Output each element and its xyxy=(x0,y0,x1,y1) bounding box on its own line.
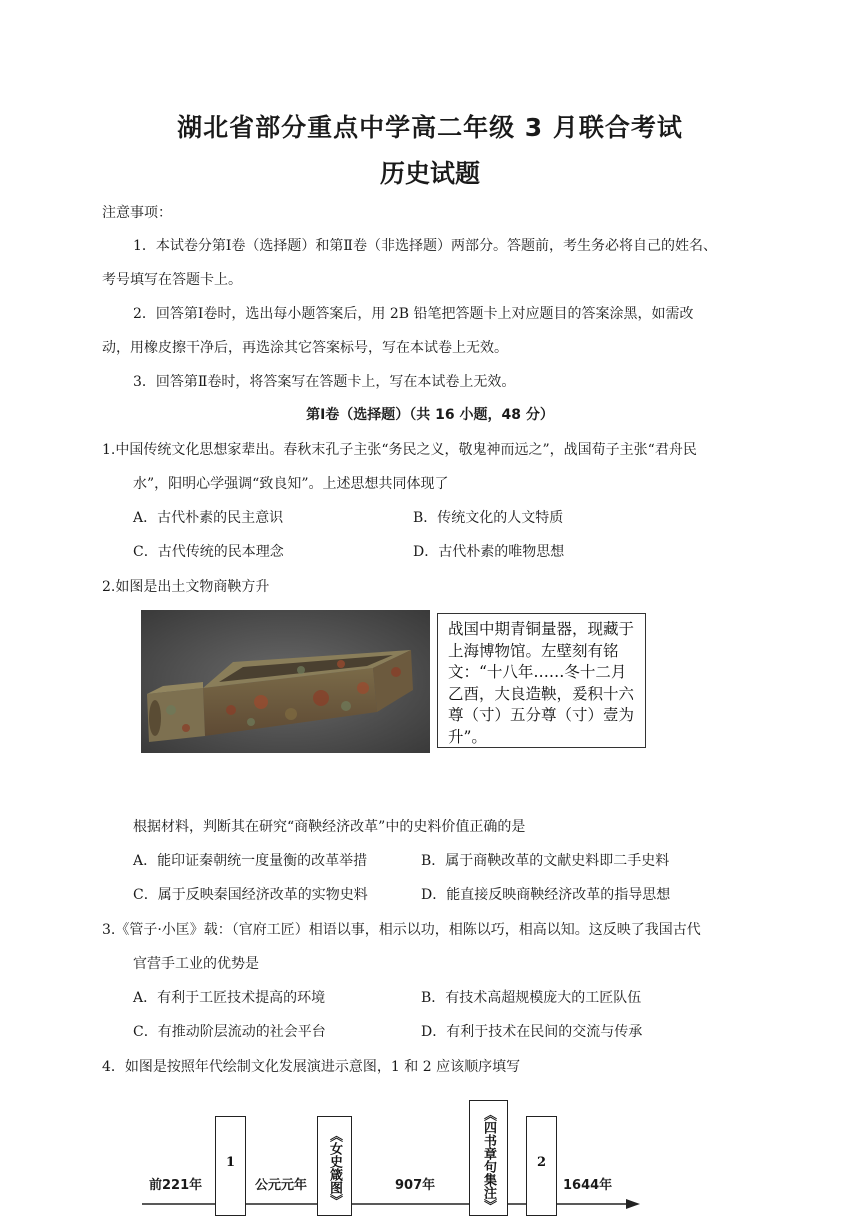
artifact-inscription-caption: 战国中期青铜量器，现藏于 上海博物馆。左壁刻有铭 文：“十八年……冬十二月 乙酉，大良造鞅，爰积十六 尊（寸）五分尊（寸）壹为 升”。 xyxy=(437,613,646,748)
notice-item-3: 3．回答第Ⅱ卷时，将答案写在答题卡上，写在本试卷上无效。 xyxy=(133,374,516,390)
q4-stem: 4．如图是按照年代绘制文化发展演进示意图，1 和 2 应该顺序填写 xyxy=(102,1059,521,1075)
notice-item-2-line-1: 2．回答第Ⅰ卷时，选出每小题答案后，用 2B 铅笔把答题卡上对应题目的答案涂黑，如需改 xyxy=(133,306,694,322)
timeline-book-nushi-zhentu: 《女史箴图》 xyxy=(317,1116,352,1216)
timeline-book-sishu-zhangju-jizhu: 《四书章句集注》 xyxy=(469,1100,508,1216)
exam-title: 湖北省部分重点中学高二年级 3 月联合考试 xyxy=(177,113,683,142)
q2-prompt: 根据材料，判断其在研究“商鞅经济改革”中的史料价值正确的是 xyxy=(133,819,526,835)
notice-item-2-line-2: 动，用橡皮擦干净后，再选涂其它答案标号，写在本试卷上无效。 xyxy=(102,340,508,356)
q2-option-c: C．属于反映秦国经济改革的实物史料 xyxy=(133,887,368,903)
q3-option-d: D．有利于技术在民间的交流与传承 xyxy=(421,1024,643,1040)
timeline-blank-2: 2 xyxy=(526,1116,557,1216)
q1-stem-line-1: 1.中国传统文化思想家辈出。春秋末孔子主张“务民之义，敬鬼神而远之”，战国荀子主张“君舟民 xyxy=(102,442,697,458)
section-title: 第Ⅰ卷（选择题）（共 16 小题，48 分） xyxy=(306,407,554,423)
timeline-label-221bc: 前221年 xyxy=(149,1178,203,1193)
timeline-label-907: 907年 xyxy=(395,1178,436,1193)
q3-stem-line-1: 3.《管子·小匡》载：（官府工匠）相语以事，相示以功，相陈以巧，相高以知。这反映了我国古代 xyxy=(102,922,701,938)
q3-option-b: B．有技术高超规模庞大的工匠队伍 xyxy=(421,990,642,1006)
shang-yang-square-sheng-photo xyxy=(141,610,430,753)
notice-item-1-line-1: 1．本试卷分第Ⅰ卷（选择题）和第Ⅱ卷（非选择题）两部分。答题前，考生务必将自己的姓名、 xyxy=(133,238,717,254)
timeline-blank-1: 1 xyxy=(215,1116,246,1216)
timeline-label-1644: 1644年 xyxy=(563,1178,613,1193)
q1-option-b: B．传统文化的人文特质 xyxy=(413,510,564,526)
q3-option-a: A．有利于工匠技术提高的环境 xyxy=(133,990,326,1006)
exam-subtitle: 历史试题 xyxy=(379,159,480,188)
q3-stem-line-2: 官营手工业的优势是 xyxy=(133,956,259,972)
q2-option-b: B．属于商鞅改革的文献史料即二手史料 xyxy=(421,853,670,869)
notice-item-1-line-2: 考号填写在答题卡上。 xyxy=(102,272,242,288)
q1-option-a: A．古代朴素的民主意识 xyxy=(133,510,284,526)
notice-heading: 注意事项： xyxy=(102,205,172,221)
timeline-label-ad1: 公元元年 xyxy=(255,1178,308,1193)
q1-option-d: D．古代朴素的唯物思想 xyxy=(413,544,565,560)
q1-stem-line-2: 水”，阳明心学强调“致良知”。上述思想共同体现了 xyxy=(133,476,449,492)
q3-option-c: C．有推动阶层流动的社会平台 xyxy=(133,1024,326,1040)
q1-option-c: C．古代传统的民本理念 xyxy=(133,544,284,560)
q2-option-d: D．能直接反映商鞅经济改革的指导思想 xyxy=(421,887,671,903)
q2-stem: 2.如图是出土文物商鞅方升 xyxy=(102,579,270,595)
q2-option-a: A．能印证秦朝统一度量衡的改革举措 xyxy=(133,853,368,869)
